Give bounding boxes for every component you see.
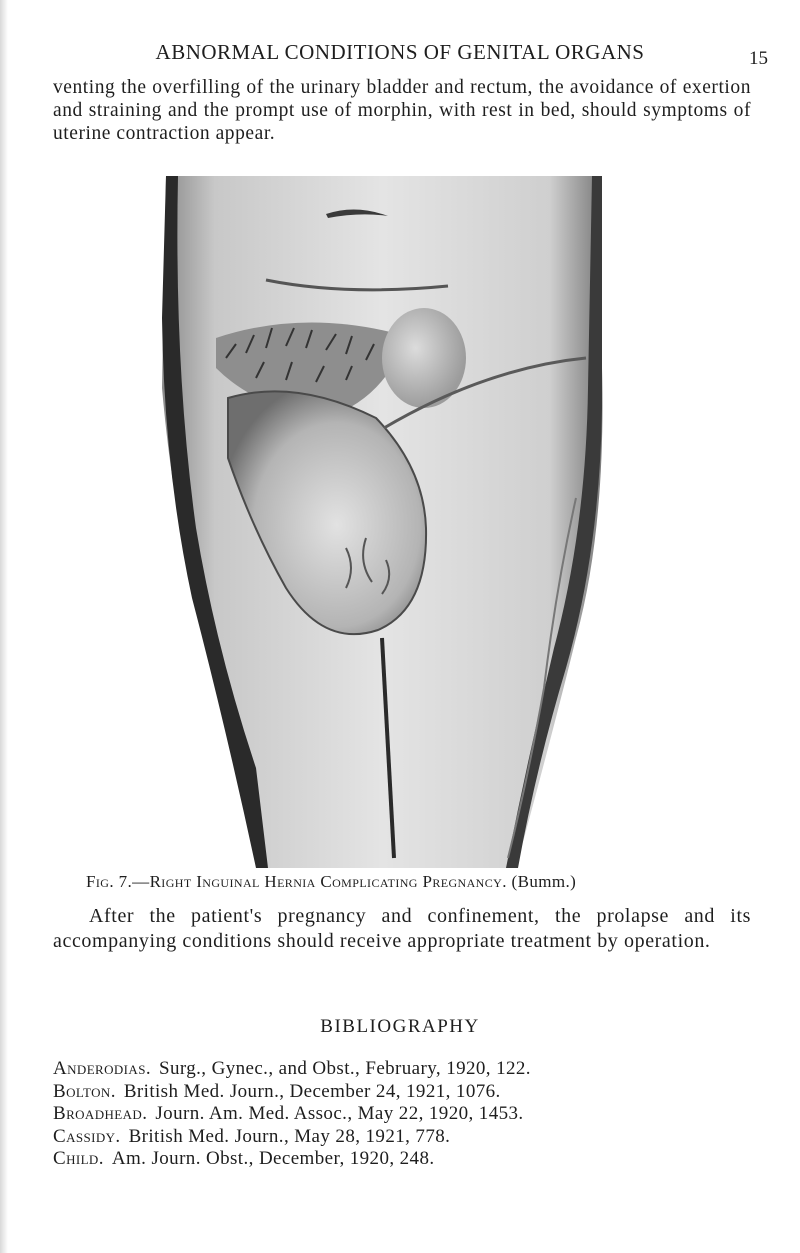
- figure-illustration: [156, 168, 608, 880]
- figure-caption: [86, 872, 766, 892]
- running-head: ABNORMAL CONDITIONS OF GENITAL ORGANS: [155, 40, 645, 64]
- bibliography-entry: [53, 1126, 773, 1149]
- bib-author: Cassidy.: [53, 1125, 121, 1147]
- bib-author: Anderodias.: [53, 1058, 151, 1079]
- page-number: 15: [749, 48, 768, 69]
- paragraph-after-figure: After the patient's pregnancy and confinement, the prolapse and its accompanying conditions should receive appropriate treatment by operation.: [53, 905, 751, 952]
- figure-source: (Bumm.): [511, 872, 577, 891]
- figure-label: Fig. 7.: [86, 872, 133, 891]
- paragraph-continuation: venting the overfilling of the urinary bladder and rectum, the avoidance of exertion and straining and the prompt use of morphin, with rest in bed, should symptoms of uterine contraction appear.: [53, 77, 751, 144]
- bib-citation: Am. Journ. Obst., December, 1920, 248.: [111, 1148, 435, 1169]
- bib-author: Broadhead.: [53, 1103, 148, 1124]
- bibliography-entry: [53, 1103, 773, 1126]
- bib-citation: British Med. Journ., May 28, 1921, 778.: [128, 1125, 451, 1147]
- bibliography-entry: [53, 1081, 773, 1104]
- bib-citation: Surg., Gynec., and Obst., February, 1920, 122.: [158, 1058, 531, 1079]
- bibliography-entry: [53, 1148, 773, 1171]
- bib-author: Child.: [53, 1148, 104, 1169]
- bibliography-list: [53, 1058, 773, 1171]
- bib-citation: British Med. Journ., December 24, 1921, 1076.: [123, 1080, 501, 1102]
- bib-citation: Journ. Am. Med. Assoc., May 22, 1920, 1453.: [155, 1103, 524, 1124]
- page-edge-shadow: [0, 0, 8, 1253]
- hernia-drawing: [156, 168, 608, 880]
- figure-title: —Right Inguinal Hernia Complicating Pregnancy.: [132, 872, 507, 891]
- bibliography-entry: [53, 1058, 773, 1081]
- bib-author: Bolton.: [53, 1080, 116, 1102]
- bibliography-heading: BIBLIOGRAPHY: [320, 1016, 480, 1037]
